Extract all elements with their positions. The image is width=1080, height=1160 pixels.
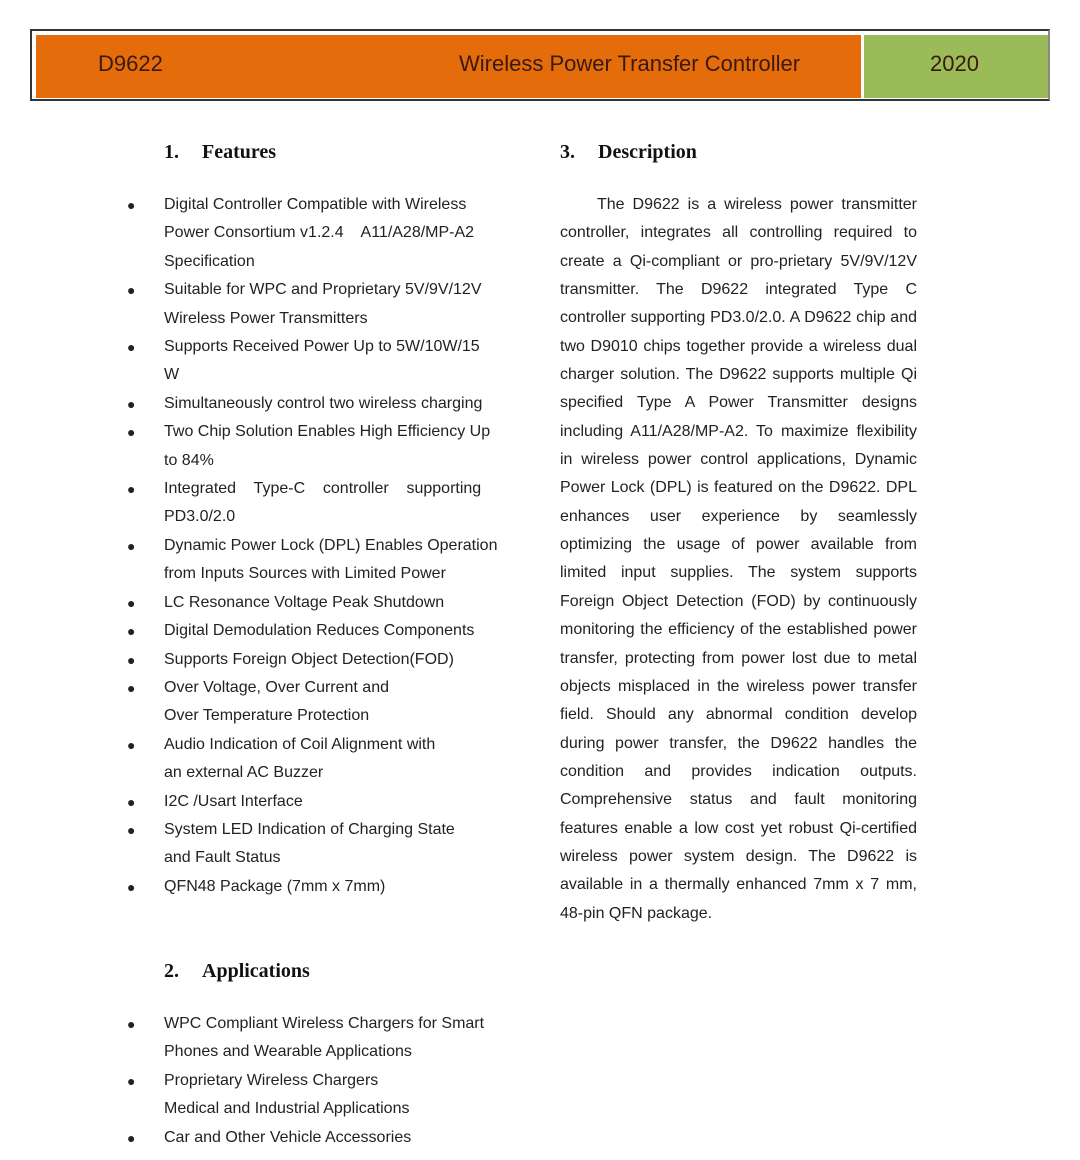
bullet-icon: ●	[127, 594, 136, 611]
bullet-icon: ●	[127, 1129, 136, 1146]
list-item-text: Specification	[164, 252, 255, 270]
list-item	[127, 1010, 521, 1067]
document-title: Wireless Power Transfer Controller	[459, 51, 801, 76]
bullet-icon: ●	[127, 623, 136, 640]
list-item	[127, 532, 521, 589]
list-item	[127, 816, 521, 873]
list-item	[127, 617, 521, 645]
applications-list	[127, 1010, 521, 1152]
bullet-icon: ●	[127, 395, 136, 412]
list-item-text: Digital Demodulation Reduces Components	[164, 622, 475, 640]
list-item-text: Car and Other Vehicle Accessories	[164, 1128, 412, 1146]
list-item-text: QFN48 Package (7mm x 7mm)	[164, 877, 386, 895]
bullet-icon: ●	[127, 878, 136, 895]
list-item-text: Digital Controller Compatible with Wireless	[164, 196, 467, 213]
list-item-text: Supports Received Power Up to 5W/10W/15	[164, 338, 480, 356]
bullet-icon: ●	[127, 679, 136, 696]
list-item	[127, 589, 521, 617]
list-item-text: Two Chip Solution Enables High Efficiency Up	[164, 423, 491, 441]
list-item	[127, 788, 521, 816]
list-item	[127, 731, 521, 788]
section-number: 3.	[560, 141, 575, 163]
list-item	[127, 276, 521, 333]
list-item	[127, 873, 521, 901]
bullet-icon: ●	[127, 197, 136, 213]
list-item	[127, 418, 521, 475]
list-item	[127, 475, 521, 532]
bullet-icon: ●	[127, 1016, 136, 1032]
document-year: 2020	[930, 51, 979, 76]
document-header	[30, 29, 1050, 101]
section-title: Description	[598, 141, 697, 163]
bullet-icon: ●	[127, 481, 136, 498]
list-item-text: an external AC Buzzer	[164, 764, 324, 782]
list-item	[127, 1124, 521, 1152]
bullet-icon: ●	[127, 424, 136, 441]
list-item	[127, 1067, 521, 1124]
list-item-text: System LED Indication of Charging State	[164, 820, 455, 838]
list-item-text: Supports Foreign Object Detection(FOD)	[164, 650, 454, 668]
list-item-text: from Inputs Sources with Limited Power	[164, 565, 446, 583]
features-heading	[164, 141, 276, 164]
list-item-text: Simultaneously control two wireless charging	[164, 394, 483, 412]
list-item-text: to 84%	[164, 451, 214, 469]
list-item-text: Phones and Wearable Applications	[164, 1043, 412, 1061]
list-item	[127, 333, 521, 390]
bullet-icon: ●	[127, 339, 136, 356]
list-item-text: Over Voltage, Over Current and	[164, 678, 389, 696]
list-item-text: W	[164, 366, 180, 384]
bullet-icon: ●	[127, 736, 136, 753]
features-list	[127, 191, 521, 901]
list-item	[127, 191, 521, 276]
list-item-text: Dynamic Power Lock (DPL) Enables Operation	[164, 536, 498, 554]
bullet-icon: ●	[127, 282, 136, 299]
list-item-text: Proprietary Wireless Chargers	[164, 1071, 379, 1089]
description-paragraph: The D9622 is a wireless power transmitter controller, integrates all controlling required to create a Qi-compliant or pro-prietary 5V/9V/12V transmitter. The D9622 integrated Type C controller supporting PD3.0/2.0. A D9622 chip and two D9010 chips together provide a wireless dual charger solution. The D9622 supports multiple Qi specified Type A Power Transmitter designs including A11/A28/MP-A2. To maximize flexibility in wireless power control applications, Dynamic Power Lock (DPL) is featured on the D9622. DPL enhances user experience by seamlessly optimizing the usage of power available from limited input supplies. The system supports Foreign Object Detection (FOD) by continuously monitoring the efficiency of the established power transfer, protecting from power lost due to metal objects misplaced in the wireless power transfer field. Should any abnormal condition develop during power transfer, the D9622 handles the condition and provides indication outputs. Comprehensive status and fault monitoring features enable a low cost yet robust Qi-certified wireless power system design. The D9622 is available in a thermally enhanced 7mm x 7 mm, 48-pin QFN package.	[560, 196, 917, 922]
bullet-icon: ●	[127, 537, 136, 554]
list-item	[127, 674, 521, 731]
list-item-text: Integrated Type-C controller supporting	[164, 480, 482, 498]
list-item-text: PD3.0/2.0	[164, 508, 236, 526]
section-number: 1.	[164, 141, 179, 163]
applications-heading	[164, 960, 310, 983]
list-item	[127, 646, 521, 674]
list-item-text: LC Resonance Voltage Peak Shutdown	[164, 593, 445, 611]
bullet-icon: ●	[127, 821, 136, 838]
section-number: 2.	[164, 960, 179, 982]
list-item-text: and Fault Status	[164, 849, 281, 867]
bullet-icon: ●	[127, 1072, 136, 1089]
list-item-text: I2C /Usart Interface	[164, 792, 303, 810]
description-heading	[560, 141, 697, 164]
part-number: D9622	[98, 51, 163, 76]
section-title: Applications	[202, 960, 310, 982]
list-item-text: Audio Indication of Coil Alignment with	[164, 735, 436, 753]
list-item-text: Suitable for WPC and Proprietary 5V/9V/12V	[164, 281, 482, 299]
list-item-text: Medical and Industrial Applications	[164, 1100, 410, 1118]
list-item	[127, 390, 521, 418]
list-item-text: Power Consortium v1.2.4 A11/A28/MP-A2	[164, 224, 475, 242]
list-item-text: Wireless Power Transmitters	[164, 309, 368, 327]
list-item-text: WPC Compliant Wireless Chargers for Smart	[164, 1015, 485, 1032]
bullet-icon: ●	[127, 793, 136, 810]
list-item-text: Over Temperature Protection	[164, 707, 370, 725]
section-title: Features	[202, 141, 277, 163]
bullet-icon: ●	[127, 651, 136, 668]
